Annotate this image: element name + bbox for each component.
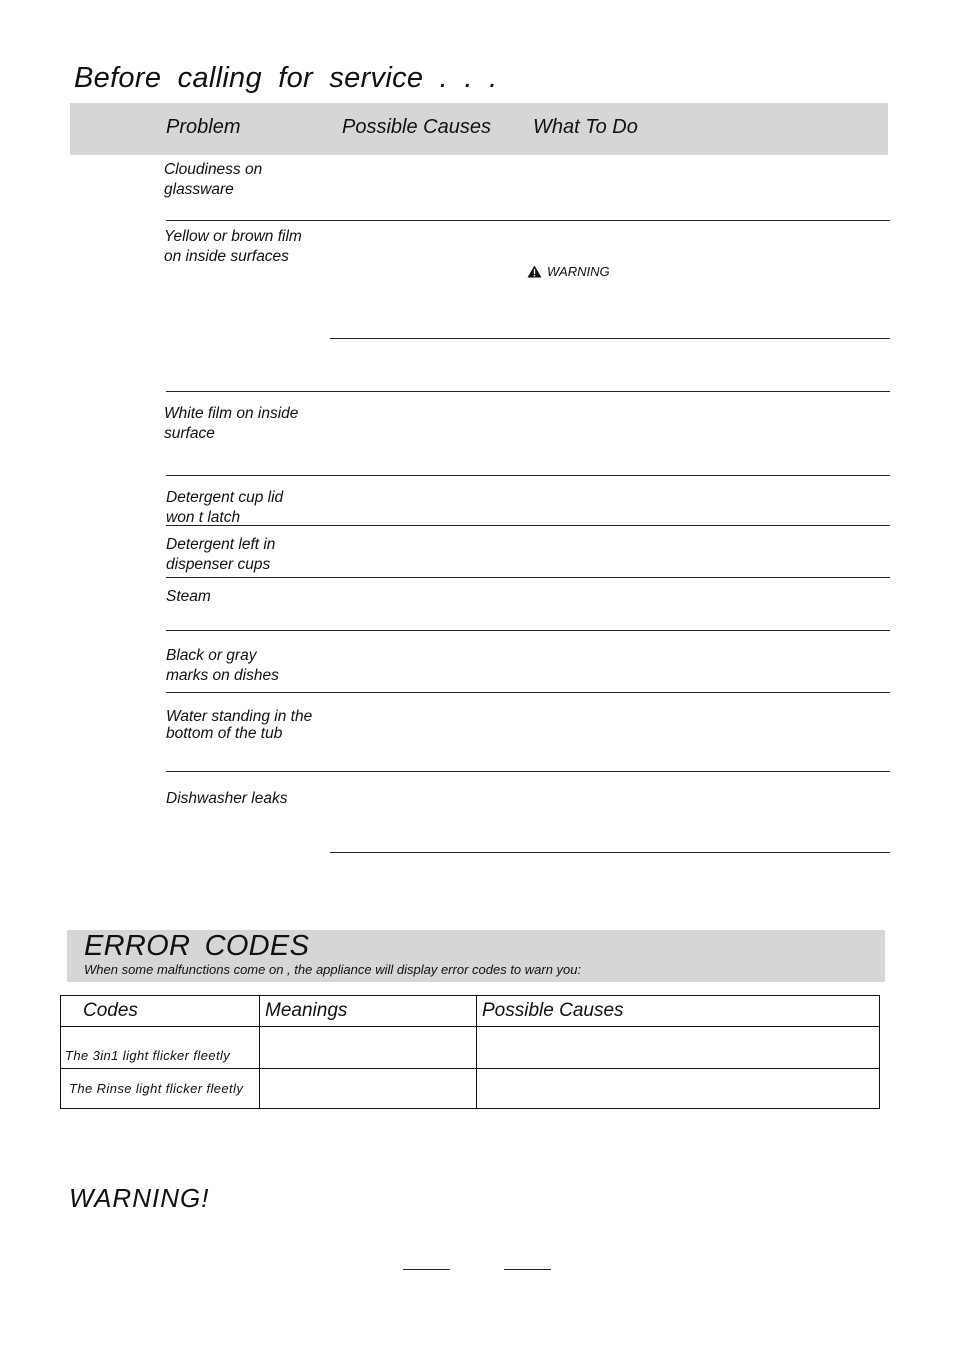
- problem-leaks: Dishwasher leaks: [166, 790, 288, 807]
- header-what-to-do: What To Do: [533, 116, 638, 138]
- table-row: [61, 1069, 880, 1109]
- row-divider: [166, 771, 890, 772]
- error-code-cell: The 3in1 light flicker fleetly: [61, 1027, 260, 1069]
- problem-cup-lid: Detergent cup lid won t latch: [166, 489, 284, 526]
- row-divider: [330, 338, 890, 339]
- warning-heading: WARNING!: [69, 1183, 210, 1213]
- column-possible-causes: Possible Causes: [477, 996, 880, 1027]
- row-divider: [166, 220, 890, 221]
- row-divider: [166, 391, 890, 392]
- error-code-cell: The Rinse light flicker fleetly: [61, 1069, 260, 1109]
- row-divider: [166, 475, 890, 476]
- row-divider: [166, 525, 890, 526]
- cause-cell: [477, 1027, 880, 1069]
- problem-white-film: White film on inside surface: [164, 405, 299, 442]
- warning-notice: [527, 264, 610, 279]
- column-codes: Codes: [61, 996, 260, 1027]
- blank-line: [504, 1269, 551, 1270]
- problem-yellow-film: Yellow or brown film on inside surfaces: [164, 228, 302, 265]
- table-row: [61, 1027, 880, 1069]
- problem-cloudiness: Cloudiness on glassware: [164, 161, 263, 198]
- row-divider: [166, 577, 890, 578]
- header-problem: Problem: [166, 116, 241, 138]
- table-header-row: [61, 996, 880, 1027]
- error-codes-table: [60, 995, 880, 1109]
- warning-label: WARNING: [547, 264, 610, 279]
- meaning-cell: [260, 1027, 477, 1069]
- problem-steam: Steam: [166, 588, 211, 605]
- meaning-cell: [260, 1069, 477, 1109]
- page-title: Before calling for service . . .: [74, 62, 498, 94]
- error-codes-title: ERROR CODES: [84, 930, 310, 962]
- warning-triangle-icon: [527, 265, 542, 278]
- row-divider: [330, 852, 890, 853]
- row-divider: [166, 692, 890, 693]
- problem-detergent-left: Detergent left in dispenser cups: [166, 536, 276, 573]
- header-possible-causes: Possible Causes: [342, 116, 491, 138]
- cause-cell: [477, 1069, 880, 1109]
- row-divider: [166, 630, 890, 631]
- column-meanings: Meanings: [260, 996, 477, 1027]
- problem-water-standing: Water standing in the bottom of the tub: [166, 708, 313, 742]
- problem-black-marks: Black or gray marks on dishes: [166, 647, 279, 684]
- error-codes-subtitle: When some malfunctions come on , the appliance will display error codes to warn you:: [84, 962, 582, 977]
- blank-line: [403, 1269, 450, 1270]
